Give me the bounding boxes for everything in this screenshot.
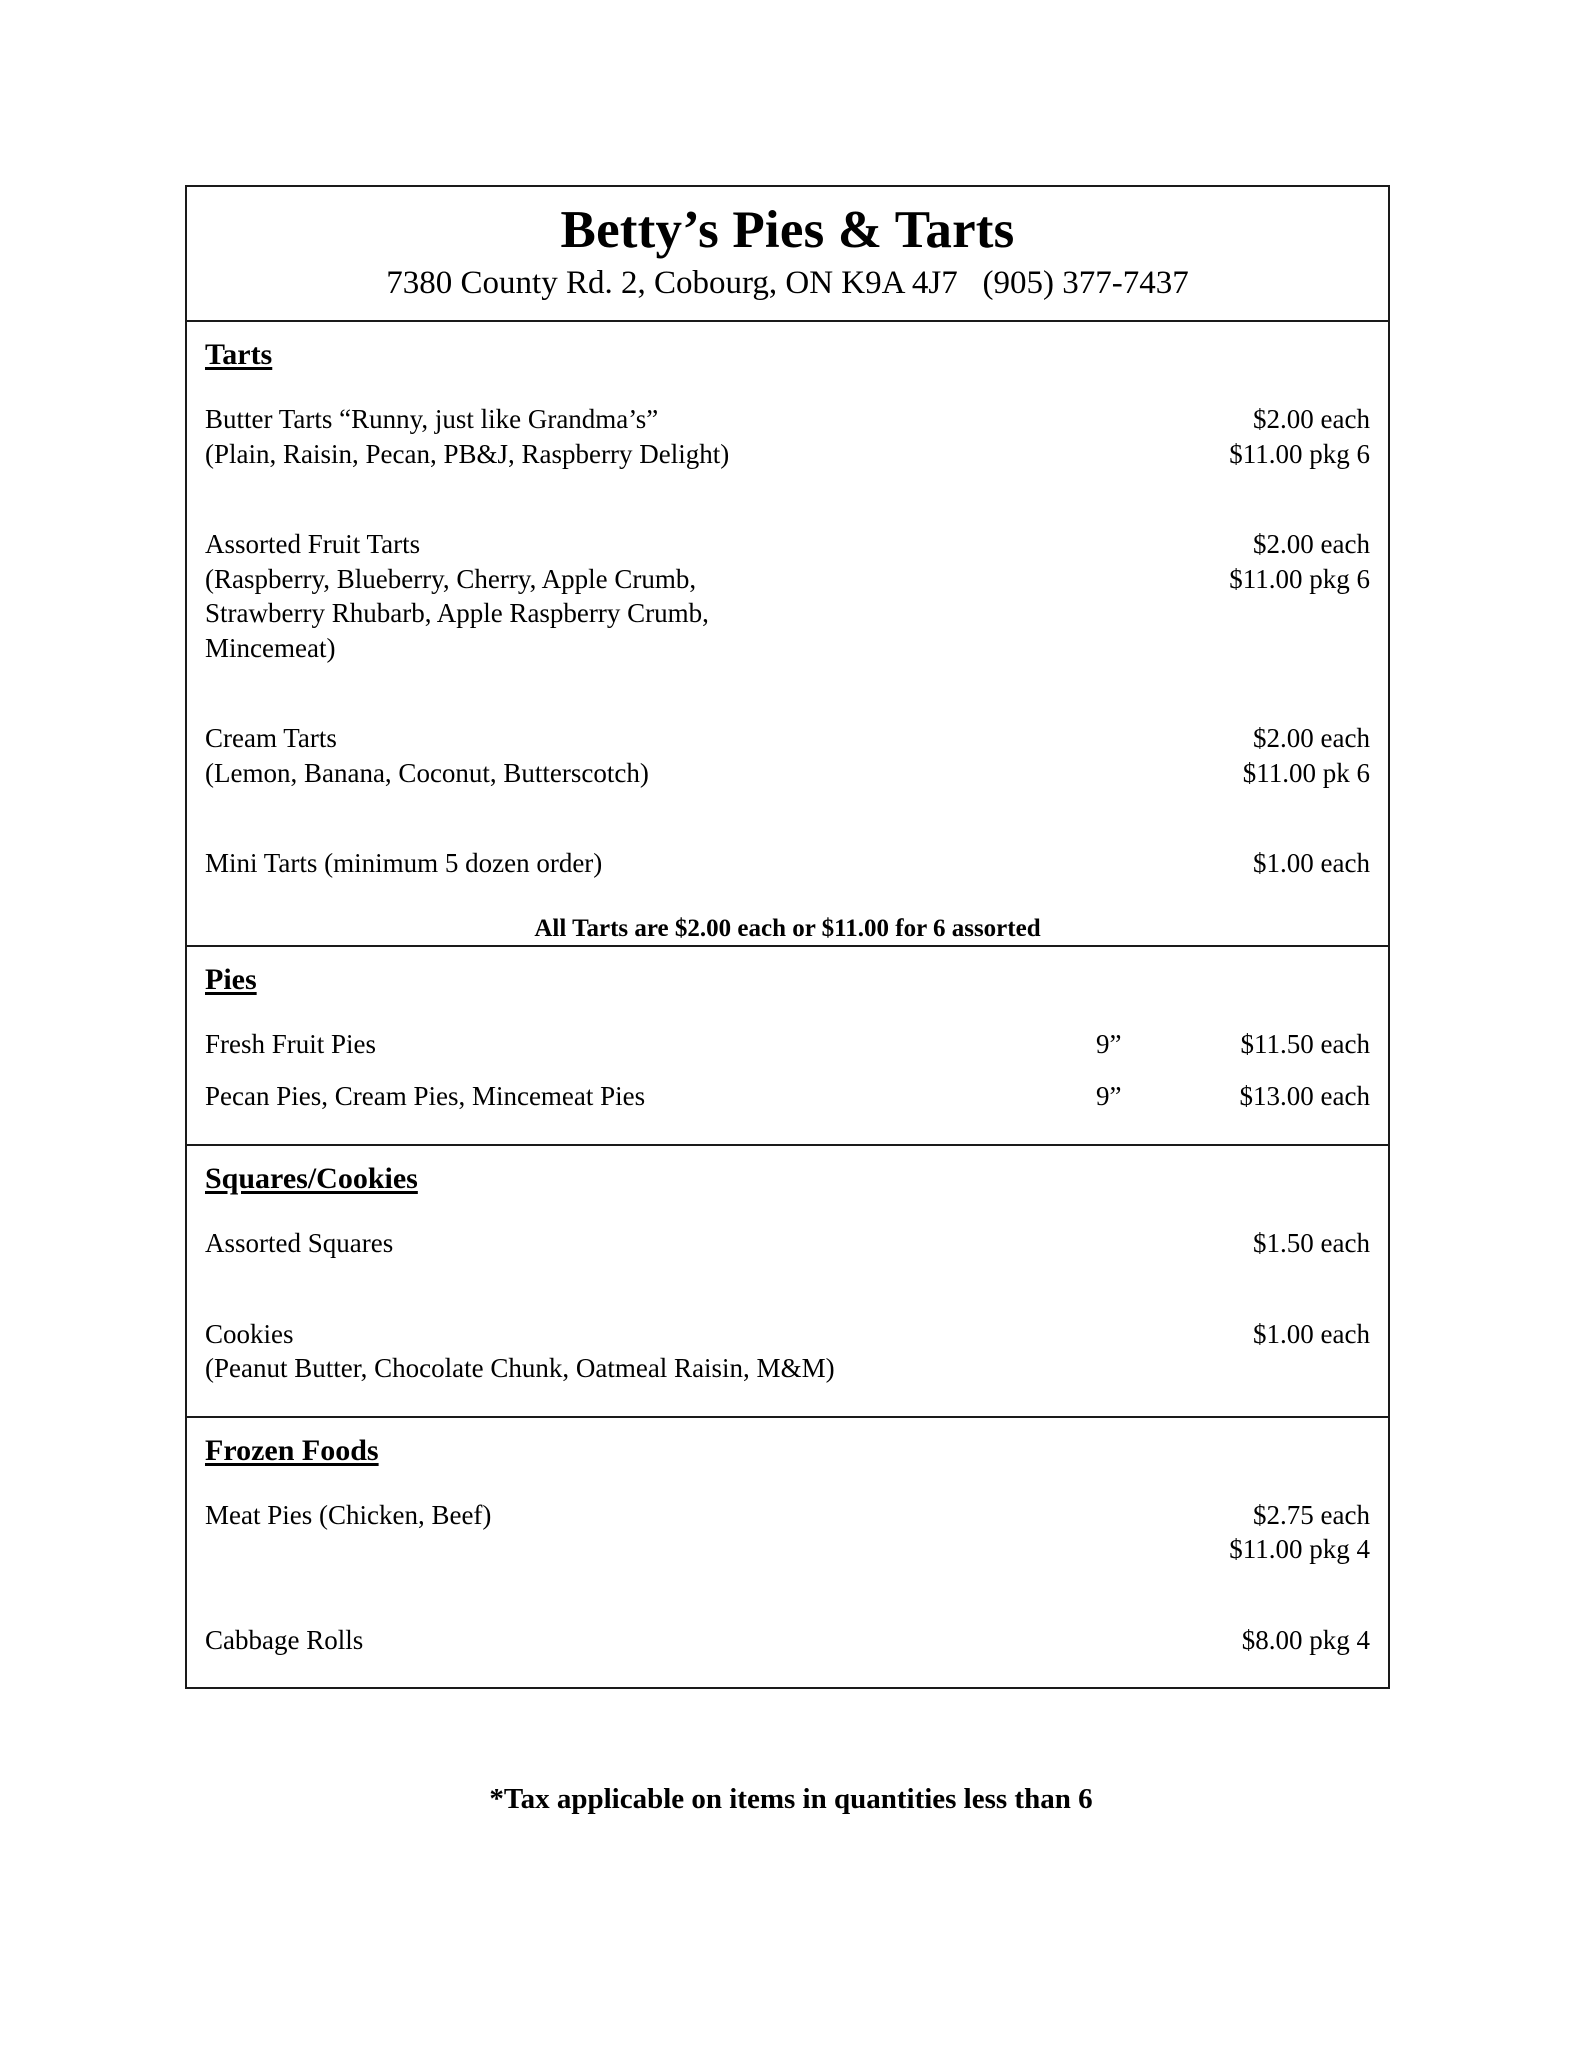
item-name-block [205,1027,1096,1062]
item-name-line: Assorted Squares [205,1227,394,1258]
item-size: 9” [1096,1028,1122,1059]
item-name-block [205,721,1096,790]
section-heading: Tarts [205,337,273,371]
spacer [187,1061,1388,1079]
shop-address: 7380 County Rd. 2, Cobourg, ON K9A 4J7 (905) 377-7437 [386,265,1189,302]
menu-section [187,947,1388,1146]
menu-item-row [187,1226,1388,1261]
spacer [187,1567,1388,1623]
spacer [187,1468,1388,1498]
menu-item-row [187,846,1388,881]
spacer [187,1261,1388,1317]
menu-section [187,322,1388,947]
item-name-line: Mini Tarts (minimum 5 dozen order) [205,848,603,879]
item-price: $2.00 each [1253,529,1370,560]
menu-item-row [187,1623,1388,1658]
item-price-block [1160,721,1370,790]
item-name-line: Butter Tarts “Runny, just like Grandma’s” [205,403,659,434]
spacer [187,471,1388,527]
item-price: $2.00 each [1253,403,1370,434]
spacer [187,1196,1388,1226]
item-list [187,1498,1388,1658]
item-price-block [1160,1317,1370,1352]
tax-footnote: *Tax applicable on items in quantities less than 6 [489,1783,1093,1815]
menu-header [187,187,1388,322]
spacer [187,1386,1388,1416]
item-price: $1.50 each [1253,1227,1370,1258]
item-name-line: Cookies [205,1318,294,1349]
item-name-block [205,402,1096,471]
menu-sections [187,322,1388,1687]
spacer [187,665,1388,721]
spacer [187,790,1388,846]
item-size: 9” [1096,1081,1122,1112]
item-price: $11.00 pkg 6 [1229,438,1370,469]
item-name-line: Assorted Fruit Tarts [205,529,421,560]
item-name-block [205,1226,1096,1261]
item-name-line: (Plain, Raisin, Pecan, PB&J, Raspberry Delight) [205,438,730,469]
item-price: $2.00 each [1253,723,1370,754]
item-price: $13.00 each [1239,1081,1370,1112]
item-price: $1.00 each [1253,1318,1370,1349]
item-price: $8.00 pkg 4 [1241,1624,1370,1655]
menu-section [187,1418,1388,1688]
item-name-line: Meat Pies (Chicken, Beef) [205,1499,492,1530]
section-heading: Pies [205,962,257,996]
menu-item-row [187,527,1388,665]
item-price: $1.00 each [1253,848,1370,879]
item-price: $11.00 pkg 6 [1229,563,1370,594]
menu-item-row [187,402,1388,471]
item-name-line: (Lemon, Banana, Coconut, Butterscotch) [205,757,649,788]
item-price-block [1160,1623,1370,1658]
item-price-block [1160,1498,1370,1567]
item-price-block [1160,846,1370,881]
spacer [187,1657,1388,1687]
menu-item-row [187,1498,1388,1567]
menu-item-row [187,1317,1388,1386]
spacer [187,997,1388,1027]
item-name-block [205,846,1096,881]
spacer [187,372,1388,402]
item-name-line: (Raspberry, Blueberry, Cherry, Apple Crumb, [205,563,697,594]
item-name-line: (Peanut Butter, Chocolate Chunk, Oatmeal Raisin, M&M) [205,1353,835,1384]
item-name-block [205,1623,1096,1658]
item-price: $2.75 each [1253,1499,1370,1530]
item-name-block [205,527,1096,665]
section-heading: Frozen Foods [205,1433,379,1467]
item-name-line: Cream Tarts [205,723,337,754]
section-note: All Tarts are $2.00 each or $11.00 for 6 assorted [534,914,1041,942]
item-name-block [205,1079,1096,1114]
spacer [187,881,1388,911]
item-price: $11.50 each [1240,1028,1370,1059]
item-price-block [1160,1079,1370,1114]
shop-title: Betty’s Pies & Tarts [560,201,1015,259]
item-list [187,402,1388,881]
item-price-block [1160,1226,1370,1261]
item-name-line: Fresh Fruit Pies [205,1028,377,1059]
item-name-line: Mincemeat) [205,632,336,663]
menu-item-row [187,721,1388,790]
spacer [187,1114,1388,1144]
item-price: $11.00 pkg 4 [1229,1534,1370,1565]
menu-frame [185,185,1390,1689]
item-name-line: Pecan Pies, Cream Pies, Mincemeat Pies [205,1081,646,1112]
item-list [187,1226,1388,1386]
item-price-block [1160,1027,1370,1062]
menu-section [187,1146,1388,1418]
menu-item-row [187,1027,1388,1062]
item-name-block [205,1498,1096,1533]
section-heading: Squares/Cookies [205,1161,418,1195]
item-name-block [205,1317,1096,1386]
item-name-line: Cabbage Rolls [205,1624,364,1655]
item-price-block [1160,527,1370,596]
item-price-block [1160,402,1370,471]
item-price: $11.00 pk 6 [1242,757,1370,788]
menu-item-row [187,1079,1388,1114]
item-list [187,1027,1388,1114]
item-name-line: Strawberry Rhubarb, Apple Raspberry Crumb, [205,598,709,629]
